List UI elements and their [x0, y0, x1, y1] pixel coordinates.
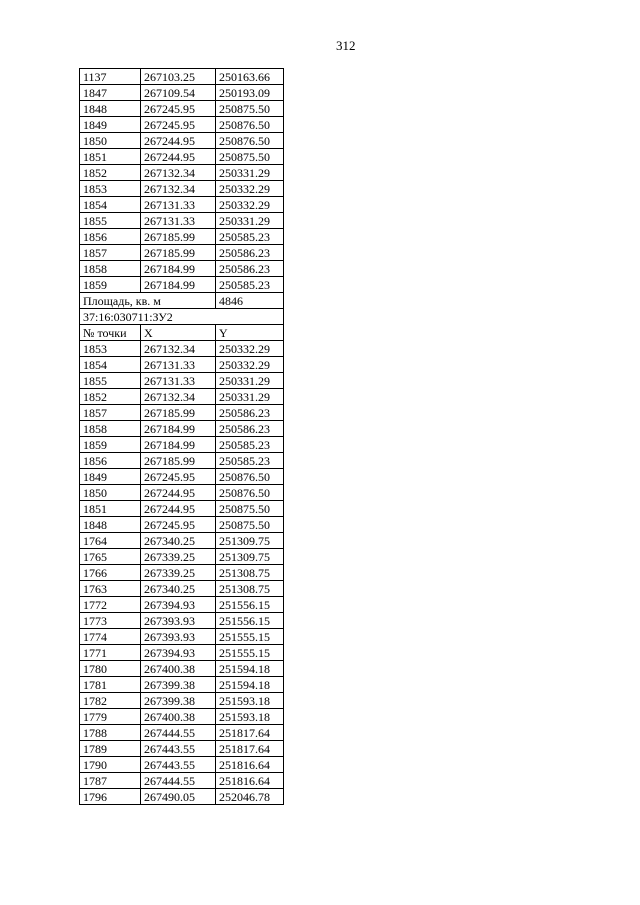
y-coordinate: 251308.75 [216, 581, 284, 597]
table-row [80, 85, 284, 101]
x-coordinate: 267399.38 [141, 693, 216, 709]
x-coordinate: 267184.99 [141, 421, 216, 437]
coordinates-part2 [80, 341, 284, 805]
x-coordinate: 267132.34 [141, 389, 216, 405]
table-row [80, 677, 284, 693]
x-coordinate: 267394.93 [141, 597, 216, 613]
y-coordinate: 250875.50 [216, 517, 284, 533]
x-coordinate: 267131.33 [141, 213, 216, 229]
x-coordinate: 267132.34 [141, 165, 216, 181]
table-row [80, 133, 284, 149]
y-coordinate: 250331.29 [216, 389, 284, 405]
point-number: 1857 [80, 405, 141, 421]
x-coordinate: 267340.25 [141, 533, 216, 549]
x-coordinate: 267400.38 [141, 709, 216, 725]
y-coordinate: 251309.75 [216, 533, 284, 549]
table-row [80, 149, 284, 165]
y-coordinate: 251817.64 [216, 741, 284, 757]
x-coordinate: 267185.99 [141, 229, 216, 245]
x-coordinate: 267244.95 [141, 501, 216, 517]
y-coordinate: 250586.23 [216, 261, 284, 277]
y-coordinate: 250585.23 [216, 437, 284, 453]
x-coordinate: 267393.93 [141, 613, 216, 629]
point-number: 1859 [80, 277, 141, 293]
point-number: 1765 [80, 549, 141, 565]
table-row [80, 517, 284, 533]
y-coordinate: 250586.23 [216, 421, 284, 437]
parcel-row [80, 309, 284, 325]
x-coordinate: 267131.33 [141, 197, 216, 213]
table-row [80, 789, 284, 805]
table-row [80, 117, 284, 133]
y-coordinate: 250331.29 [216, 165, 284, 181]
table-row [80, 613, 284, 629]
x-coordinate: 267184.99 [141, 437, 216, 453]
x-coordinate: 267443.55 [141, 741, 216, 757]
y-coordinate: 250876.50 [216, 485, 284, 501]
y-coordinate: 250585.23 [216, 277, 284, 293]
header-point: № точки [80, 325, 141, 341]
point-number: 1847 [80, 85, 141, 101]
x-coordinate: 267131.33 [141, 357, 216, 373]
point-number: 1772 [80, 597, 141, 613]
point-number: 1857 [80, 245, 141, 261]
table-row [80, 437, 284, 453]
x-coordinate: 267244.95 [141, 485, 216, 501]
point-number: 1853 [80, 341, 141, 357]
point-number: 1850 [80, 133, 141, 149]
point-number: 1854 [80, 357, 141, 373]
point-number: 1850 [80, 485, 141, 501]
table-row [80, 389, 284, 405]
point-number: 1848 [80, 517, 141, 533]
table-row [80, 357, 284, 373]
y-coordinate: 250332.29 [216, 341, 284, 357]
point-number: 1851 [80, 501, 141, 517]
y-coordinate: 251556.15 [216, 597, 284, 613]
header-row [80, 325, 284, 341]
y-coordinate: 250875.50 [216, 101, 284, 117]
table-row [80, 773, 284, 789]
area-row [80, 293, 284, 309]
point-number: 1790 [80, 757, 141, 773]
y-coordinate: 250876.50 [216, 469, 284, 485]
table-row [80, 213, 284, 229]
table-row [80, 69, 284, 85]
header-y: Y [216, 325, 284, 341]
x-coordinate: 267245.95 [141, 517, 216, 533]
y-coordinate: 251816.64 [216, 757, 284, 773]
y-coordinate: 250876.50 [216, 117, 284, 133]
y-coordinate: 251594.18 [216, 677, 284, 693]
point-number: 1796 [80, 789, 141, 805]
x-coordinate: 267109.54 [141, 85, 216, 101]
y-coordinate: 251816.64 [216, 773, 284, 789]
y-coordinate: 250586.23 [216, 405, 284, 421]
coordinates-part1 [80, 69, 284, 293]
x-coordinate: 267444.55 [141, 725, 216, 741]
x-coordinate: 267245.95 [141, 101, 216, 117]
x-coordinate: 267394.93 [141, 645, 216, 661]
point-number: 1852 [80, 165, 141, 181]
page-number: 312 [336, 38, 356, 53]
table-row [80, 533, 284, 549]
point-number: 1789 [80, 741, 141, 757]
x-coordinate: 267184.99 [141, 261, 216, 277]
y-coordinate: 250586.23 [216, 245, 284, 261]
point-number: 1853 [80, 181, 141, 197]
table-row [80, 645, 284, 661]
y-coordinate: 250163.66 [216, 69, 284, 85]
table-row [80, 277, 284, 293]
x-coordinate: 267340.25 [141, 581, 216, 597]
point-number: 1782 [80, 693, 141, 709]
table-row [80, 549, 284, 565]
point-number: 1774 [80, 629, 141, 645]
x-coordinate: 267393.93 [141, 629, 216, 645]
table-row [80, 741, 284, 757]
x-coordinate: 267339.25 [141, 565, 216, 581]
y-coordinate: 251309.75 [216, 549, 284, 565]
table-row [80, 597, 284, 613]
table-row [80, 229, 284, 245]
table-row [80, 245, 284, 261]
y-coordinate: 250585.23 [216, 453, 284, 469]
y-coordinate: 251556.15 [216, 613, 284, 629]
table-row [80, 101, 284, 117]
table-row [80, 725, 284, 741]
table-row [80, 501, 284, 517]
header-x: X [141, 325, 216, 341]
y-coordinate: 251817.64 [216, 725, 284, 741]
table-row [80, 341, 284, 357]
table-row [80, 181, 284, 197]
table-row [80, 629, 284, 645]
table-row [80, 661, 284, 677]
point-number: 1852 [80, 389, 141, 405]
y-coordinate: 251555.15 [216, 645, 284, 661]
x-coordinate: 267185.99 [141, 245, 216, 261]
table-row [80, 261, 284, 277]
point-number: 1137 [80, 69, 141, 85]
point-number: 1854 [80, 197, 141, 213]
area-label: Площадь, кв. м [80, 293, 216, 309]
x-coordinate: 267132.34 [141, 341, 216, 357]
point-number: 1856 [80, 453, 141, 469]
x-coordinate: 267244.95 [141, 149, 216, 165]
point-number: 1779 [80, 709, 141, 725]
y-coordinate: 250585.23 [216, 229, 284, 245]
y-coordinate: 250332.29 [216, 197, 284, 213]
x-coordinate: 267399.38 [141, 677, 216, 693]
y-coordinate: 250193.09 [216, 85, 284, 101]
y-coordinate: 250875.50 [216, 501, 284, 517]
x-coordinate: 267443.55 [141, 757, 216, 773]
area-value: 4846 [216, 293, 284, 309]
point-number: 1764 [80, 533, 141, 549]
point-number: 1851 [80, 149, 141, 165]
table-row [80, 709, 284, 725]
point-number: 1858 [80, 421, 141, 437]
x-coordinate: 267245.95 [141, 469, 216, 485]
table-row [80, 165, 284, 181]
y-coordinate: 251594.18 [216, 661, 284, 677]
point-number: 1849 [80, 117, 141, 133]
x-coordinate: 267132.34 [141, 181, 216, 197]
y-coordinate: 251593.18 [216, 693, 284, 709]
point-number: 1848 [80, 101, 141, 117]
point-number: 1766 [80, 565, 141, 581]
x-coordinate: 267131.33 [141, 373, 216, 389]
point-number: 1856 [80, 229, 141, 245]
table-row [80, 485, 284, 501]
table-row [80, 565, 284, 581]
x-coordinate: 267244.95 [141, 133, 216, 149]
table-row [80, 469, 284, 485]
y-coordinate: 251308.75 [216, 565, 284, 581]
y-coordinate: 251593.18 [216, 709, 284, 725]
y-coordinate: 250331.29 [216, 373, 284, 389]
table-row [80, 757, 284, 773]
table-row [80, 581, 284, 597]
table-row [80, 421, 284, 437]
x-coordinate: 267490.05 [141, 789, 216, 805]
x-coordinate: 267400.38 [141, 661, 216, 677]
y-coordinate: 252046.78 [216, 789, 284, 805]
y-coordinate: 250875.50 [216, 149, 284, 165]
point-number: 1788 [80, 725, 141, 741]
x-coordinate: 267185.99 [141, 453, 216, 469]
point-number: 1855 [80, 213, 141, 229]
point-number: 1771 [80, 645, 141, 661]
x-coordinate: 267339.25 [141, 549, 216, 565]
point-number: 1859 [80, 437, 141, 453]
table-row [80, 405, 284, 421]
y-coordinate: 250332.29 [216, 357, 284, 373]
table-row [80, 453, 284, 469]
point-number: 1858 [80, 261, 141, 277]
area-section [80, 293, 284, 341]
x-coordinate: 267444.55 [141, 773, 216, 789]
table-row [80, 693, 284, 709]
x-coordinate: 267185.99 [141, 405, 216, 421]
y-coordinate: 250332.29 [216, 181, 284, 197]
x-coordinate: 267245.95 [141, 117, 216, 133]
point-number: 1781 [80, 677, 141, 693]
point-number: 1849 [80, 469, 141, 485]
point-number: 1780 [80, 661, 141, 677]
x-coordinate: 267184.99 [141, 277, 216, 293]
point-number: 1855 [80, 373, 141, 389]
x-coordinate: 267103.25 [141, 69, 216, 85]
y-coordinate: 250331.29 [216, 213, 284, 229]
parcel-id: 37:16:030711:ЗУ2 [80, 309, 284, 325]
coordinates-table [79, 68, 284, 805]
table-row [80, 197, 284, 213]
y-coordinate: 250876.50 [216, 133, 284, 149]
point-number: 1763 [80, 581, 141, 597]
y-coordinate: 251555.15 [216, 629, 284, 645]
table-row [80, 373, 284, 389]
point-number: 1773 [80, 613, 141, 629]
point-number: 1787 [80, 773, 141, 789]
